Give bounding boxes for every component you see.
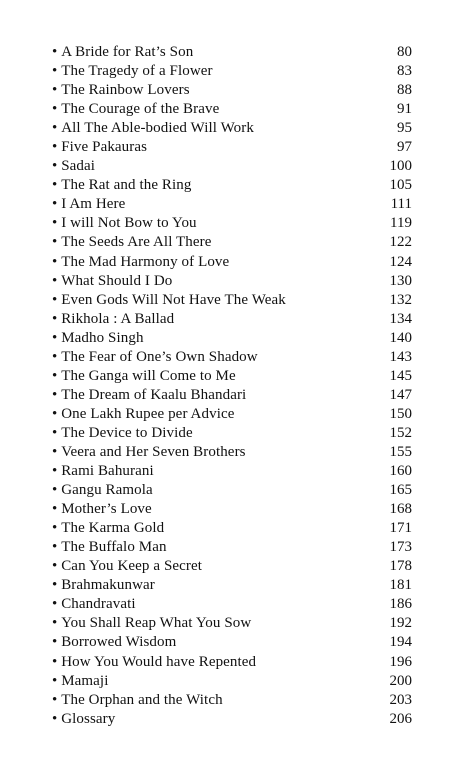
toc-entry-title: • The Mad Harmony of Love xyxy=(52,253,378,272)
toc-entry-page-number: 165 xyxy=(389,482,412,499)
toc-entry-title: • Veera and Her Seven Brothers xyxy=(52,443,378,462)
toc-entry-page-number: 160 xyxy=(389,463,412,480)
toc-entry-title: • Gangu Ramola xyxy=(52,481,378,500)
toc-entry xyxy=(52,633,412,652)
toc-entry xyxy=(52,253,412,272)
toc-entry xyxy=(52,272,412,291)
toc-entry xyxy=(52,291,412,310)
toc-entry-page-number: 203 xyxy=(389,691,412,708)
toc-entry-page-number: 111 xyxy=(390,196,412,213)
toc-entry-page-number: 132 xyxy=(389,291,412,308)
toc-entry-page-number: 150 xyxy=(389,405,412,422)
toc-entry-title: • One Lakh Rupee per Advice xyxy=(52,405,378,424)
toc-entry xyxy=(52,214,412,233)
toc-entry-title: • Even Gods Will Not Have The Weak xyxy=(52,291,378,310)
toc-entry xyxy=(52,100,412,119)
toc-entry-title: • Rikhola : A Ballad xyxy=(52,310,378,329)
toc-entry-title: • You Shall Reap What You Sow xyxy=(52,614,378,633)
toc-entry-title: • Mamaji xyxy=(52,672,378,691)
toc-entry-title: • Brahmakunwar xyxy=(52,576,378,595)
toc-entry-page-number: 88 xyxy=(397,82,412,99)
toc-entry xyxy=(52,710,412,729)
toc-entry-title: • The Rat and the Ring xyxy=(52,176,378,195)
toc-entry-page-number: 140 xyxy=(389,329,412,346)
toc-entry xyxy=(52,538,412,557)
toc-entry xyxy=(52,157,412,176)
toc-entry xyxy=(52,557,412,576)
toc-entry xyxy=(52,195,412,214)
toc-entry xyxy=(52,233,412,252)
toc-entry-title: • The Seeds Are All There xyxy=(52,233,378,252)
toc-entry-page-number: 186 xyxy=(389,596,412,613)
toc-entry-page-number: 100 xyxy=(389,158,412,175)
toc-entry xyxy=(52,367,412,386)
toc-entry-page-number: 95 xyxy=(397,120,412,137)
toc-entry xyxy=(52,500,412,519)
toc-entry xyxy=(52,481,412,500)
toc-entry-title: • What Should I Do xyxy=(52,272,378,291)
toc-entry-page-number: 152 xyxy=(389,424,412,441)
toc-entry-page-number: 134 xyxy=(389,310,412,327)
toc-entry-page-number: 168 xyxy=(389,501,412,518)
toc-entry xyxy=(52,653,412,672)
toc-entry xyxy=(52,310,412,329)
toc-entry-title: • Borrowed Wisdom xyxy=(52,633,378,652)
toc-entry-page-number: 194 xyxy=(389,634,412,651)
toc-entry-title: • The Tragedy of a Flower xyxy=(52,62,378,81)
toc-entry xyxy=(52,386,412,405)
toc-entry-title: • The Dream of Kaalu Bhandari xyxy=(52,386,378,405)
toc-entry-title: • A Bride for Rat’s Son xyxy=(52,43,378,62)
toc-entry xyxy=(52,614,412,633)
toc-entry xyxy=(52,691,412,710)
toc-entry xyxy=(52,329,412,348)
toc-entry xyxy=(52,462,412,481)
toc-entry-page-number: 130 xyxy=(389,272,412,289)
toc-entry-page-number: 80 xyxy=(397,44,412,60)
toc-entry-page-number: 206 xyxy=(389,710,412,727)
toc-entry-page-number: 173 xyxy=(389,539,412,556)
toc-entry-title: • Sadai xyxy=(52,157,378,176)
toc-entry xyxy=(52,424,412,443)
toc-entry-title: • All The Able-bodied Will Work xyxy=(52,119,378,138)
toc-entry xyxy=(52,43,412,62)
toc-entry xyxy=(52,348,412,367)
toc-entry-title: • The Karma Gold xyxy=(52,519,378,538)
toc-entry-title: • The Orphan and the Witch xyxy=(52,691,378,710)
toc-entry-page-number: 192 xyxy=(389,615,412,632)
toc-entry xyxy=(52,62,412,81)
toc-entry xyxy=(52,176,412,195)
toc-entry-page-number: 171 xyxy=(389,520,412,537)
toc-entry-title: • Madho Singh xyxy=(52,329,378,348)
toc-entry-page-number: 105 xyxy=(389,177,412,194)
toc-entry-title: • The Courage of the Brave xyxy=(52,100,378,119)
toc-entry-title: • The Rainbow Lovers xyxy=(52,81,378,100)
toc-entry-title: • Mother’s Love xyxy=(52,500,378,519)
toc-entry-page-number: 122 xyxy=(389,234,412,251)
toc-entry-title: • I will Not Bow to You xyxy=(52,214,378,233)
toc-entry xyxy=(52,119,412,138)
toc-entry-title: • I Am Here xyxy=(52,195,378,214)
toc-entry-title: • The Device to Divide xyxy=(52,424,378,443)
toc-entry-page-number: 155 xyxy=(389,443,412,460)
toc-entry-title: • Can You Keep a Secret xyxy=(52,557,378,576)
toc-entry-title: • How You Would have Repented xyxy=(52,653,378,672)
toc-entry-title: • Five Pakauras xyxy=(52,138,378,157)
toc-entry xyxy=(52,672,412,691)
toc-entry-title: • Chandravati xyxy=(52,595,378,614)
toc-entry-page-number: 181 xyxy=(389,577,412,594)
toc-entry-page-number: 200 xyxy=(389,672,412,689)
toc-entry xyxy=(52,519,412,538)
table-of-contents xyxy=(52,43,412,729)
toc-entry xyxy=(52,81,412,100)
toc-entry-page-number: 145 xyxy=(389,367,412,384)
toc-entry xyxy=(52,443,412,462)
toc-entry-page-number: 124 xyxy=(389,253,412,270)
toc-entry xyxy=(52,405,412,424)
toc-entry xyxy=(52,576,412,595)
toc-entry-title: • Rami Bahurani xyxy=(52,462,378,481)
toc-entry-title: • The Fear of One’s Own Shadow xyxy=(52,348,378,367)
toc-entry xyxy=(52,138,412,157)
toc-entry xyxy=(52,595,412,614)
toc-entry-page-number: 83 xyxy=(397,63,412,80)
toc-entry-page-number: 119 xyxy=(390,215,412,232)
toc-entry-page-number: 178 xyxy=(389,558,412,575)
toc-entry-page-number: 147 xyxy=(389,386,412,403)
toc-entry-page-number: 97 xyxy=(397,139,412,156)
toc-entry-title: • The Buffalo Man xyxy=(52,538,378,557)
toc-entry-page-number: 196 xyxy=(389,653,412,670)
toc-entry-page-number: 91 xyxy=(397,101,412,118)
toc-entry-page-number: 143 xyxy=(389,348,412,365)
toc-entry-title: • Glossary xyxy=(52,710,378,729)
toc-entry-title: • The Ganga will Come to Me xyxy=(52,367,378,386)
